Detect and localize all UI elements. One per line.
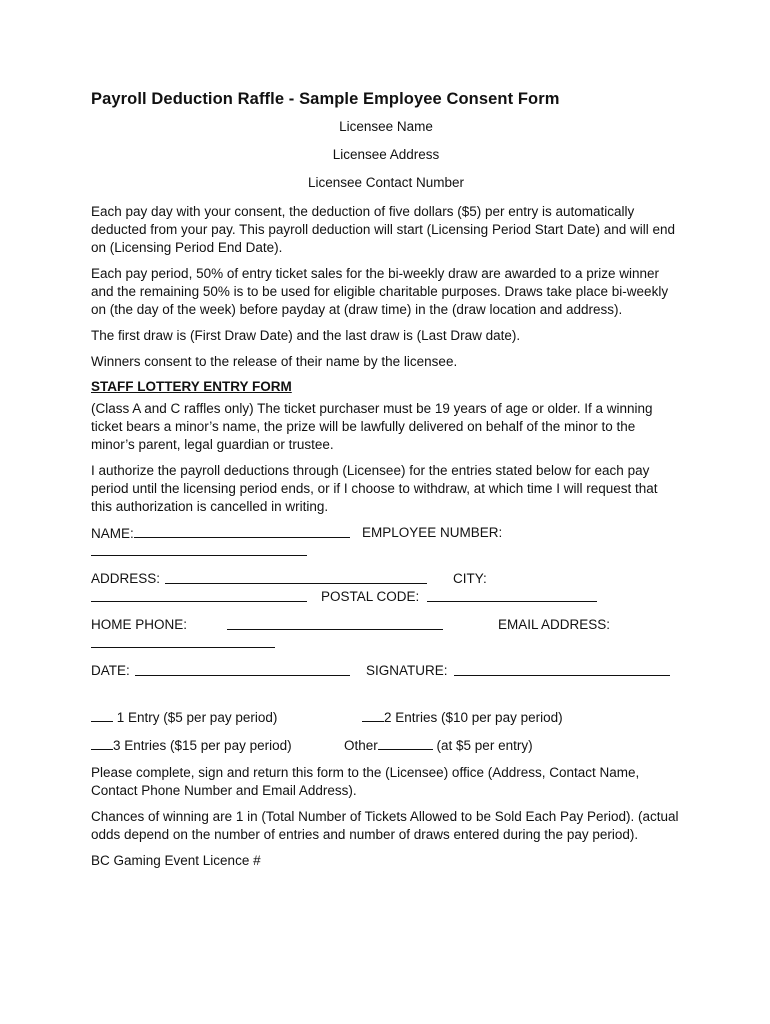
deduction-paragraph: Each pay day with your consent, the deduction of five dollars ($5) per entry is automatically deducted from your pay. This payroll deduction will start (Licensing Period Start Date) and will end on (Licensing Period End Date).	[91, 204, 676, 255]
address-label: ADDRESS:	[91, 571, 161, 586]
email-label: EMAIL ADDRESS:	[498, 617, 611, 632]
name-field[interactable]	[134, 524, 350, 538]
age-requirement-paragraph: (Class A and C raffles only) The ticket purchaser must be 19 years of age or older. If a winning ticket bears a minor’s name, the prize will be lawfully delivered on behalf of the minor to the minor’s parent, legal guardian or trustee.	[91, 401, 653, 452]
entries-row-2	[91, 736, 681, 754]
licence-number: BC Gaming Event Licence #	[91, 853, 261, 868]
section-heading: STAFF LOTTERY ENTRY FORM	[91, 379, 292, 394]
authorization-paragraph: I authorize the payroll deductions through (Licensee) for the entries stated below for each pay period until the licensing period ends, or if I choose to withdraw, at which time I will request that this authorization is cancelled in writing.	[91, 463, 658, 514]
postal-code-field[interactable]	[427, 588, 597, 602]
date-signature-row	[91, 662, 681, 680]
other-option	[344, 736, 533, 755]
three-entries-blank[interactable]	[91, 736, 113, 750]
home-phone-label: HOME PHONE:	[91, 617, 188, 632]
winner-consent-paragraph: Winners consent to the release of their name by the licensee.	[91, 354, 458, 369]
two-entries-option	[362, 708, 563, 727]
city-label: CITY:	[453, 571, 487, 586]
three-entries-label: 3 Entries ($15 per pay period)	[113, 738, 292, 753]
other-label: Other	[344, 738, 378, 753]
signature-field[interactable]	[454, 662, 670, 676]
home-phone-field[interactable]	[227, 616, 443, 630]
name-row	[91, 524, 681, 542]
address-field[interactable]	[165, 570, 427, 584]
licensee-contact-number: Licensee Contact Number	[307, 175, 465, 190]
city-field[interactable]	[91, 588, 307, 602]
return-instructions-paragraph: Please complete, sign and return this form to the (Licensee) office (Address, Contact Name, Contact Phone Number and Email Address).	[91, 765, 640, 798]
date-field[interactable]	[135, 662, 350, 676]
signature-label: SIGNATURE:	[366, 663, 448, 678]
odds-paragraph: Chances of winning are 1 in (Total Number of Tickets Allowed to be Sold Each Pay Period). (actual odds depend on the number of entries and number of draws entered during the pay period).	[91, 809, 679, 842]
phone-row	[91, 616, 681, 634]
city-postal-row	[91, 588, 681, 606]
name-label: NAME:	[91, 526, 134, 541]
prize-paragraph: Each pay period, 50% of entry ticket sales for the bi-weekly draw are awarded to a prize winner and the remaining 50% is to be used for eligible charitable purposes. Draws take place bi-weekly on (the day of the week) before payday at (draw time) in the (draw location and address).	[91, 266, 669, 317]
employee-number-field[interactable]	[91, 542, 307, 556]
address-row	[91, 570, 681, 588]
date-label: DATE:	[91, 663, 130, 678]
two-entries-label: 2 Entries ($10 per pay period)	[384, 710, 563, 725]
employee-number-label: EMPLOYEE NUMBER:	[362, 525, 503, 540]
email-field[interactable]	[91, 634, 275, 648]
licensee-name: Licensee Name	[339, 119, 433, 134]
other-entries-field[interactable]	[378, 736, 433, 750]
employee-number-row	[91, 542, 681, 560]
licensee-address: Licensee Address	[332, 147, 440, 162]
one-entry-label: 1 Entry ($5 per pay period)	[116, 710, 278, 725]
two-entries-blank[interactable]	[362, 708, 384, 722]
email-row	[91, 634, 681, 652]
form-title: Payroll Deduction Raffle - Sample Employee Consent Form	[91, 90, 560, 108]
postal-code-label: POSTAL CODE:	[321, 589, 420, 604]
draw-dates-paragraph: The first draw is (First Draw Date) and the last draw is (Last Draw date).	[91, 328, 521, 343]
consent-form-page	[91, 90, 681, 878]
other-rate-label: (at $5 per entry)	[436, 738, 533, 753]
one-entry-blank[interactable]	[91, 708, 113, 722]
entries-row-1	[91, 708, 681, 726]
